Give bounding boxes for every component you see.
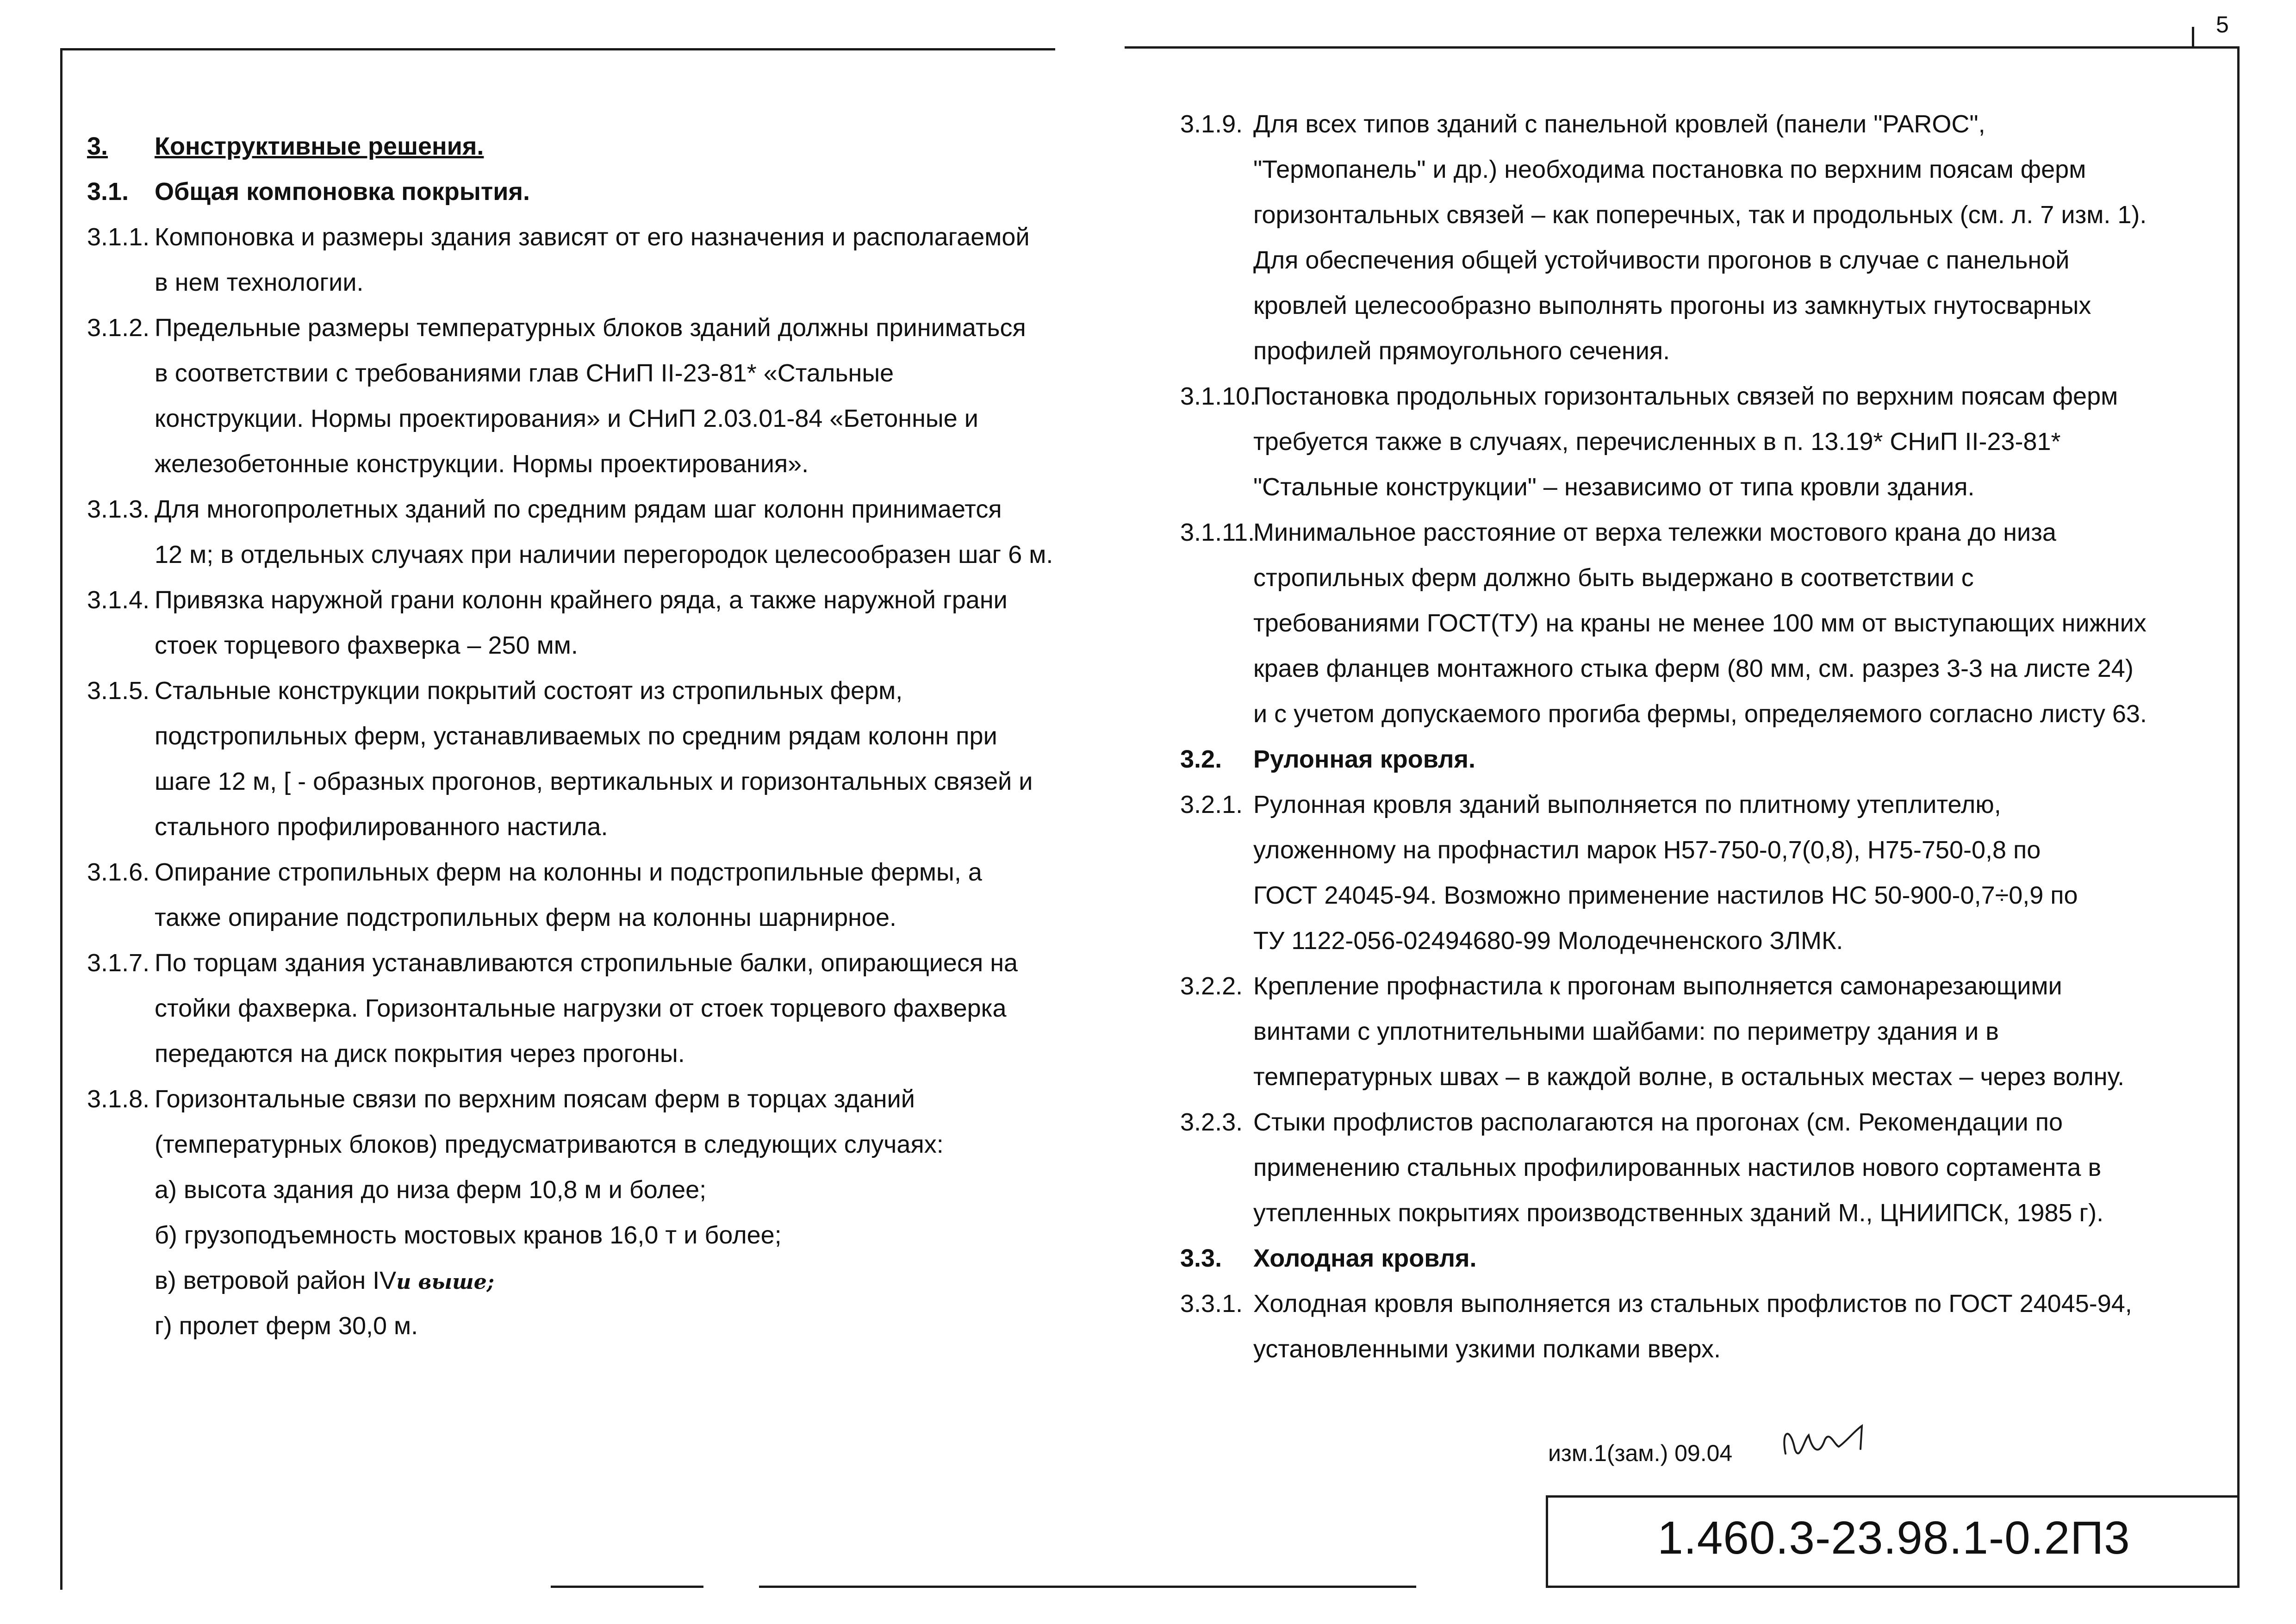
paragraph-line: Для обеспечения общей устойчивости прогонов в случае с панельной (1253, 246, 2070, 274)
paragraph-number: 3.1.5. (87, 677, 150, 705)
subsection-heading (1180, 737, 2245, 782)
paragraph-3-2-3 (1180, 1099, 2245, 1145)
subsection-title: Общая компоновка покрытия. (155, 178, 530, 206)
list-item: а) высота здания до низа ферм 10,8 м и более; (155, 1176, 707, 1204)
paragraph-line: Минимальное расстояние от верха тележки мостового крана до низа (1253, 518, 2056, 546)
list-item-text: в) ветровой район IV (155, 1267, 397, 1294)
paragraph-number: 3.1.10. (1180, 382, 1257, 410)
paragraph-line: стропильных ферм должно быть выдержано в соответствии с (1253, 564, 1974, 592)
section-title: Конструктивные решения. (155, 132, 484, 160)
document-code: 1.460.3-23.98.1-0.2П3 (1657, 1512, 2130, 1564)
subsection-title: Рулонная кровля. (1253, 745, 1475, 773)
list-item: г) пролет ферм 30,0 м. (155, 1312, 418, 1340)
paragraph-line: винтами с уплотнительными шайбами: по периметру здания и в (1253, 1018, 1999, 1045)
paragraph-number: 3.1.9. (1180, 110, 1243, 138)
paragraph-number: 3.1.8. (87, 1085, 150, 1113)
paragraph-3-1-9 (1180, 101, 2245, 147)
paragraph-line: Компоновка и размеры здания зависят от его назначения и располагаемой (155, 223, 1030, 251)
paragraph-number: 3.1.7. (87, 949, 150, 977)
paragraph-number: 3.2.3. (1180, 1108, 1243, 1136)
paragraph-line: "Стальные конструкции" – независимо от типа кровли здания. (1253, 473, 1975, 501)
title-block (1546, 1495, 2240, 1588)
paragraph-3-1-5 (87, 668, 1151, 713)
subsection-heading (1180, 1236, 2245, 1281)
paragraph-line: применению стальных профилированных настилов нового сортамента в (1253, 1154, 2102, 1181)
paragraph-line: в соответствии с требованиями глав СНиП II-23-81* «Стальные (155, 359, 894, 387)
paragraph-line: Рулонная кровля зданий выполняется по плитному утеплителю, (1253, 791, 2001, 818)
paragraph-number: 3.1.4. (87, 586, 150, 614)
paragraph-number: 3.1.1. (87, 223, 150, 251)
paragraph-line: Стальные конструкции покрытий состоят из стропильных ферм, (155, 677, 903, 705)
paragraph-line: (температурных блоков) предусматриваются в следующих случаях: (155, 1131, 944, 1158)
paragraph-line: горизонтальных связей – как поперечных, так и продольных (см. л. 7 изм. 1). (1253, 201, 2147, 229)
section-heading (87, 124, 1151, 169)
paragraph-number: 3.1.11. (1180, 518, 1255, 546)
paragraph-line: требованиями ГОСТ(ТУ) на краны не менее 100 мм от выступающих нижних (1253, 609, 2147, 637)
subsection-number: 3.1. (87, 178, 129, 206)
paragraph-line: требуется также в случаях, перечисленных в п. 13.19* СНиП II-23-81* (1253, 428, 2061, 456)
frame-left-border (60, 48, 62, 1590)
subsection-number: 3.2. (1180, 745, 1222, 773)
paragraph-line: установленными узкими полками вверх. (1253, 1335, 1721, 1363)
subsection-number: 3.3. (1180, 1244, 1222, 1272)
paragraph-line: утепленных покрытиях производственных зданий М., ЦНИИПСК, 1985 г). (1253, 1199, 2104, 1227)
paragraph-line: железобетонные конструкции. Нормы проектирования». (155, 450, 809, 478)
frame-bottom-border-segment (551, 1586, 703, 1588)
paragraph-line: Постановка продольных горизонтальных связей по верхним поясам ферм (1253, 382, 2118, 410)
paragraph-line: Привязка наружной грани колонн крайнего ряда, а также наружной грани (155, 586, 1008, 614)
paragraph-line: Крепление профнастила к прогонам выполняется самонарезающими (1253, 972, 2062, 1000)
paragraph-line: Для всех типов зданий с панельной кровлей (панели "PAROC", (1253, 110, 1985, 138)
paragraph-3-2-1 (1180, 782, 2245, 827)
paragraph-line: передаются на диск покрытия через прогоны. (155, 1040, 685, 1068)
paragraph-line: Горизонтальные связи по верхним поясам ферм в торцах зданий (155, 1085, 915, 1113)
paragraph-3-3-1 (1180, 1281, 2245, 1326)
subsection-title: Холодная кровля. (1253, 1244, 1477, 1272)
paragraph-number: 3.2.1. (1180, 791, 1243, 818)
paragraph-line: Для многопролетных зданий по средним рядам шаг колонн принимается (155, 495, 1002, 523)
list-item: б) грузоподъемность мостовых кранов 16,0 т и более; (155, 1221, 782, 1249)
frame-top-border-right (1125, 46, 2240, 49)
paragraph-line: "Термопанель" и др.) необходима постановка по верхним поясам ферм (1253, 156, 2086, 183)
section-number: 3. (87, 132, 108, 160)
handwritten-note: и выше; (396, 1270, 494, 1294)
paragraph-line: стального профилированного настила. (155, 813, 608, 841)
list-item (87, 1258, 1151, 1303)
paragraph-3-1-3 (87, 487, 1151, 532)
paragraph-line: Холодная кровля выполняется из стальных профлистов по ГОСТ 24045-94, (1253, 1290, 2132, 1318)
paragraph-line: шаге 12 м, [ - образных прогонов, вертикальных и горизонтальных связей и (155, 768, 1033, 795)
paragraph-line: профилей прямоугольного сечения. (1253, 337, 1670, 365)
paragraph-line: уложенному на профнастил марок Н57-750-0,7(0,8), Н75-750-0,8 по (1253, 836, 2041, 864)
paragraph-3-1-11 (1180, 510, 2245, 555)
frame-top-border-left (60, 48, 1055, 50)
paragraph-line: ТУ 1122-056-02494680-99 Молодечненского ЗЛМК. (1253, 927, 1843, 955)
paragraph-line: краев фланцев монтажного стыка ферм (80 мм, см. разрез 3-3 на листе 24) (1253, 655, 2134, 682)
subsection-heading (87, 169, 1151, 214)
paragraph-line: стоек торцевого фахверка – 250 мм. (155, 631, 578, 659)
paragraph-line: температурных швах – в каждой волне, в остальных местах – через волну. (1253, 1063, 2125, 1091)
paragraph-line: конструкции. Нормы проектирования» и СНиП 2.03.01-84 «Бетонные и (155, 405, 978, 432)
paragraph-line: Стыки профлистов располагаются на прогонах (см. Рекомендации по (1253, 1108, 2063, 1136)
paragraph-line: также опирание подстропильных ферм на колонны шарнирное. (155, 904, 896, 931)
paragraph-line: кровлей целесообразно выполнять прогоны из замкнутых гнутосварных (1253, 292, 2091, 319)
paragraph-line: в нем технологии. (155, 269, 364, 296)
paragraph-number: 3.1.6. (87, 858, 150, 886)
right-column (1180, 101, 2245, 1372)
signature-mark (1776, 1421, 1873, 1468)
frame-bottom-border-segment (759, 1586, 1416, 1588)
paragraph-line: Предельные размеры температурных блоков зданий должны приниматься (155, 314, 1026, 342)
paragraph-3-1-6 (87, 849, 1151, 895)
paragraph-line: По торцам здания устанавливаются стропильные балки, опирающиеся на (155, 949, 1018, 977)
paragraph-number: 3.3.1. (1180, 1290, 1243, 1318)
paragraph-number: 3.1.3. (87, 495, 150, 523)
page-number-tick (2192, 27, 2194, 47)
paragraph-3-1-4 (87, 577, 1151, 623)
paragraph-number: 3.1.2. (87, 314, 150, 342)
paragraph-line: Опирание стропильных ферм на колонны и подстропильные фермы, а (155, 858, 982, 886)
paragraph-3-1-2 (87, 305, 1151, 350)
page-number: 5 (2216, 12, 2229, 37)
paragraph-line: 12 м; в отдельных случаях при наличии перегородок целесообразен шаг 6 м. (155, 541, 1053, 568)
paragraph-number: 3.2.2. (1180, 972, 1243, 1000)
paragraph-3-1-10 (1180, 374, 2245, 419)
paragraph-line: и с учетом допускаемого прогиба фермы, определяемого согласно листу 63. (1253, 700, 2147, 728)
left-column (87, 124, 1151, 1349)
paragraph-3-1-7 (87, 940, 1151, 986)
paragraph-line: ГОСТ 24045-94. Возможно применение настилов НС 50-900-0,7÷0,9 по (1253, 881, 2078, 909)
paragraph-3-1-8 (87, 1076, 1151, 1122)
paragraph-line: стойки фахверка. Горизонтальные нагрузки от стоек торцевого фахверка (155, 994, 1007, 1022)
paragraph-3-2-2 (1180, 963, 2245, 1009)
paragraph-line: подстропильных ферм, устанавливаемых по средним рядам колонн при (155, 722, 997, 750)
paragraph-3-1-1 (87, 214, 1151, 260)
revision-note: изм.1(зам.) 09.04 (1548, 1440, 1733, 1466)
